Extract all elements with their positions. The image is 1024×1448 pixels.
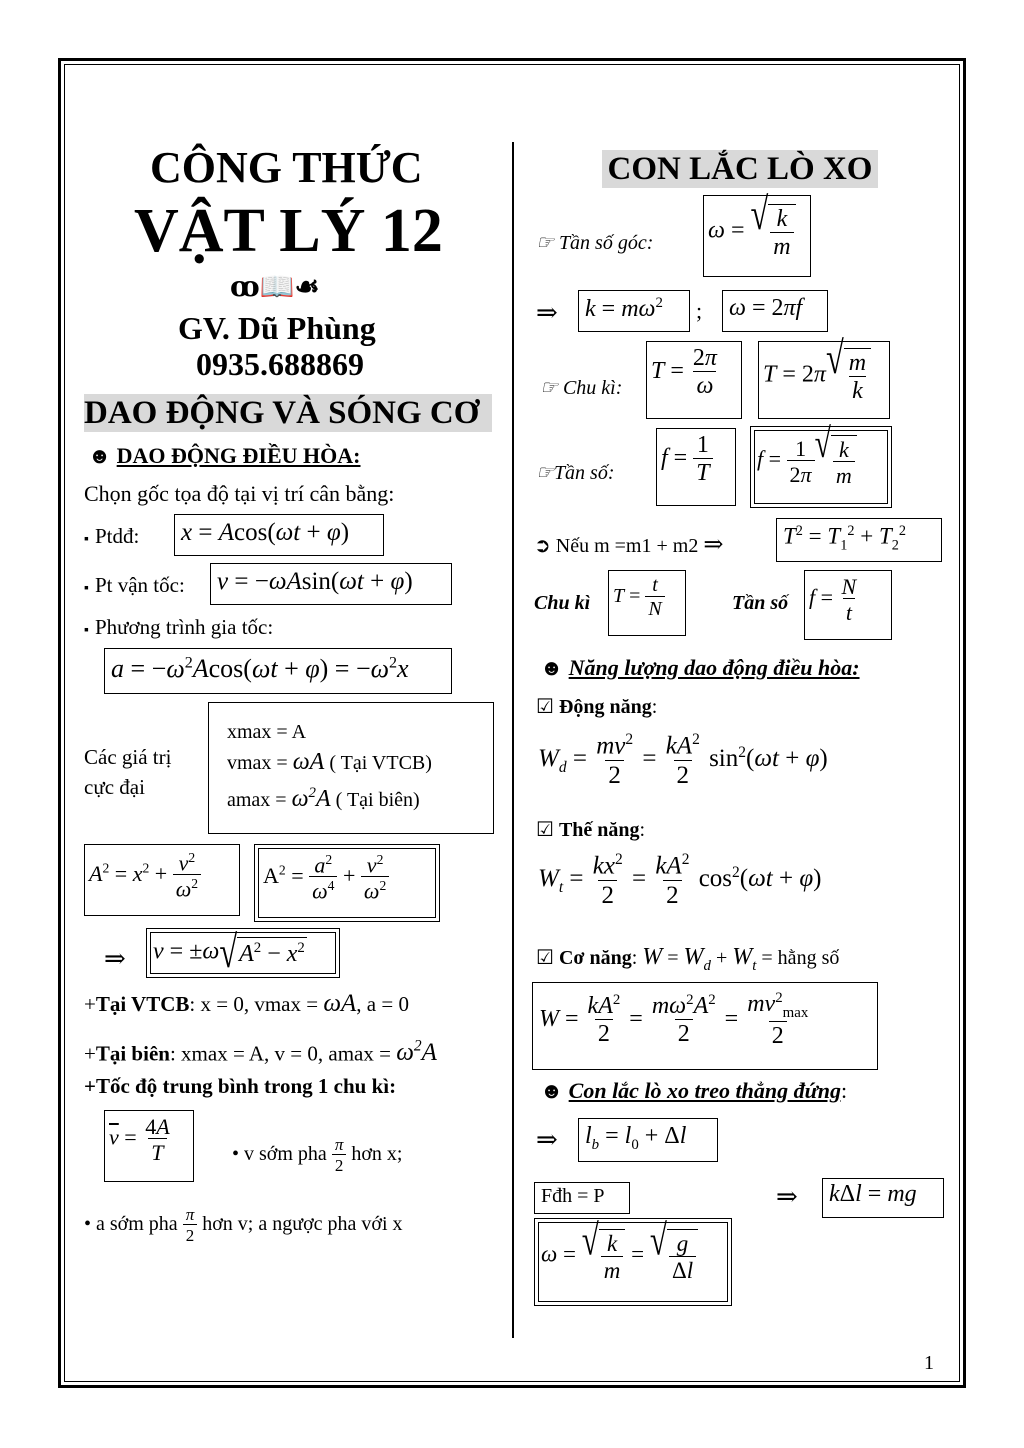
vertical-omega-formula: ω = √ $\frac{k}{m}$ = √ $\frac{g}{\Delta l}$ — [534, 1218, 732, 1306]
accel-row — [84, 615, 273, 640]
bullet-icon: ▪ — [84, 532, 89, 547]
velocity-amplitude-formula: v = ±ω √ $A^2 - x^2$ — [146, 928, 340, 978]
max-values-box — [208, 702, 494, 834]
arrow-icon: ➲ — [534, 535, 551, 557]
title-line-2: VẬT LÝ 12 — [134, 197, 443, 265]
title-line-1: CÔNG THỨC — [150, 143, 423, 192]
period-formula-2: T = 2π √ $\frac{m}{k}$ — [758, 341, 890, 419]
ornament-icon: ꝏ📖☙ — [230, 272, 320, 303]
max-label-1: Các giá trị — [84, 745, 172, 769]
amplitude-formula-2: $A^2$ = $\frac{a^2}{\omega^4}$ + $\frac{v^2}{\omega^2}$ — [254, 844, 440, 922]
smiley-icon: ☻ — [540, 1078, 564, 1103]
checkbox-icon: ☑ — [536, 947, 554, 969]
v-phase-line: • v sớm pha $\frac{\pi}{2}$ hơn x; — [232, 1135, 403, 1175]
kinetic-label-row: ☑ Động năng: — [536, 696, 658, 718]
accel-label: Phương trình gia tốc: — [94, 615, 274, 639]
smiley-icon: ☻ — [88, 443, 112, 468]
fdh-box: Fđh = P — [534, 1182, 630, 1214]
period-label-row: ☞ Chu kì: — [540, 377, 623, 399]
ptdd-formula-box: x = Acos(ωt + φ) — [174, 514, 384, 556]
vertical-heading-row: ☻ Con lắc lò xo treo thẳng đứng: — [540, 1078, 848, 1103]
vmax-line: vmax = ωA ( Tại VTCB) — [227, 749, 432, 775]
mech-energy-formula: W = $\frac{kA^2}{2}$ = $\frac{m\omega^2A^2}{2}$ = $\frac{mv^2_{max}}{2}$ — [532, 982, 878, 1070]
equilibrium-formula: kΔl = mg — [822, 1178, 944, 1218]
velocity-label: Pt vận tốc: — [94, 573, 185, 597]
teacher-phone: 0935.688869 — [196, 346, 364, 382]
freq-label-row: ☞Tần số: — [536, 462, 615, 484]
implies-arrow: ⇒ — [536, 298, 558, 327]
smiley-icon: ☻ — [540, 655, 564, 680]
ptdd-label: Ptdđ: — [94, 524, 140, 548]
bien-line: +Tại biên: xmax = A, v = 0, $amax = \omega^2A$ — [84, 1038, 437, 1067]
period-count-formula: T = $\frac{t}{N}$ — [608, 570, 686, 636]
freq-formula-1: f = $\frac{1}{T}$ — [656, 428, 736, 506]
ptdd-row — [84, 524, 139, 549]
velocity-row — [84, 573, 185, 598]
freq-count-formula: f = $\frac{N}{t}$ — [804, 570, 892, 640]
implies-arrow: ⇒ — [104, 944, 126, 973]
hand-icon: ☞ — [536, 462, 554, 484]
left-section-title: DAO ĐỘNG VÀ SÓNG CƠ — [84, 394, 492, 432]
teacher-name: GV. Dũ Phùng — [178, 310, 376, 346]
a-phase-line: • a sớm pha $\frac{\pi}{2}$ hơn v; a ngược pha với x — [84, 1205, 403, 1245]
period-formula-1: T = $\frac{2\pi}{\omega}$ — [646, 341, 742, 419]
freq-bold-label: Tần số — [732, 592, 789, 614]
amax-line: $amax = \omega^2A$ ( Tại biên) — [227, 785, 420, 812]
freq-formula-2: f = $\frac{1}{2\pi}$ √ $\frac{k}{m}$ — [750, 426, 892, 508]
right-section-title: CON LẮC LÒ XO — [602, 150, 878, 188]
potential-label-row: ☑ Thế năng: — [536, 819, 646, 841]
hand-icon: ☞ — [540, 377, 558, 399]
vtcb-line: +Tại VTCB: x = 0, vmax = ωA, a = 0 — [84, 990, 409, 1017]
harmonic-heading: DAO ĐỘNG ĐIỀU HÒA: — [116, 443, 361, 468]
kinetic-formula: $W_d$ = $\frac{mv^2}{2}$ = $\frac{kA^2}{2}$ $\sin^2(\omega t + \varphi)$ — [538, 731, 828, 789]
spring-length-formula: $l_b = l_0 + \Delta l$ — [578, 1118, 718, 1162]
checkbox-icon: ☑ — [536, 696, 554, 718]
bullet-icon: ▪ — [84, 623, 89, 638]
period-bold-label: Chu kì — [534, 592, 591, 614]
energy-heading-row: ☻ Năng lượng dao động điều hòa: — [540, 655, 860, 680]
k-formula: $k = m\omega^2$ — [578, 290, 690, 332]
page-number: 1 — [924, 1352, 934, 1374]
avg-speed-formula: $\overline{v}$ = $\frac{4A}{T}$ — [104, 1110, 194, 1182]
potential-formula: $W_t$ = $\frac{kx^2}{2}$ = $\frac{kA^2}{2}$ $\cos^2(\omega t + \varphi)$ — [538, 851, 822, 909]
accel-formula-box: $a = -\omega^2Acos(\omega t + \varphi) = -\omega^2x$ — [104, 648, 452, 694]
max-values-label — [84, 742, 171, 802]
checkbox-icon: ☑ — [536, 819, 554, 841]
implies-arrow: ⇒ — [776, 1182, 798, 1211]
angular-label-row: ☞ Tần số góc: — [536, 232, 654, 254]
xmax-line: xmax = A — [227, 721, 307, 743]
angular-freq-formula: ω = √ $\frac{k}{m}$ — [703, 195, 811, 277]
velocity-formula-box: v = −ωAsin(ωt + φ) — [210, 563, 452, 605]
mech-label-row: ☑ Cơ năng: $W = W_d + W_t$ = hằng số — [536, 944, 840, 974]
bullet-icon: ▪ — [84, 581, 89, 596]
hand-icon: ☞ — [536, 232, 554, 254]
max-label-2: cực đại — [84, 775, 145, 799]
amplitude-formula-1: $A^2 = x^2$ + $\frac{v^2}{\omega^2}$ — [84, 844, 240, 916]
omega-formula: ω = 2πf — [722, 290, 828, 332]
harmonic-heading-row — [88, 443, 361, 469]
series-period-formula: $T^2 = T_1^2 + T_2^2$ — [776, 518, 942, 562]
column-divider — [512, 142, 514, 1338]
origin-text: Chọn gốc tọa độ tại vị trí cân bằng: — [84, 481, 395, 506]
implies-arrow: ⇒ — [536, 1125, 558, 1154]
avg-speed-line: +Tốc độ trung bình trong 1 chu kì: — [84, 1074, 397, 1098]
series-row: ➲ Nếu m =m1 + m2 ⇒ — [534, 532, 724, 558]
semicolon: ; — [696, 298, 703, 323]
